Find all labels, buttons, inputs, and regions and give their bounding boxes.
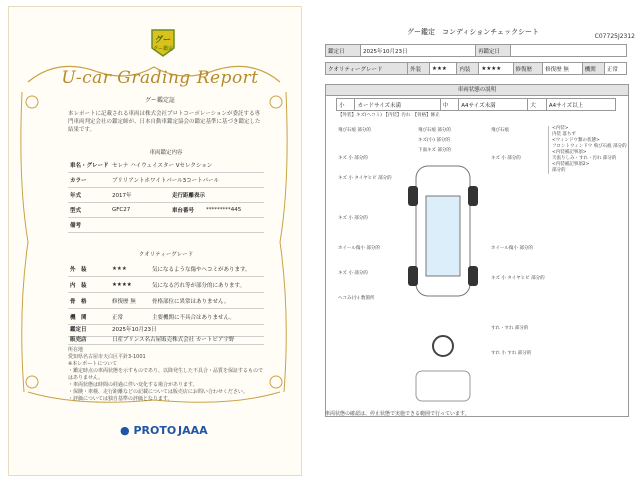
proto-logo: ● PROTO — [120, 424, 177, 437]
date-table: 鑑定日 2025年10月23日 再鑑定日 — [325, 44, 627, 57]
grade-row-frame: 骨 格 修復歴 無 骨格部位に異常はありません。 — [68, 294, 264, 309]
seller-row: 販売店 日産プリンス名古屋販売株式会社 カートピア宇野 — [68, 334, 264, 345]
vehicle-row-color: カラー ブリリアントホワイトパール3コートパール — [68, 173, 264, 188]
svg-text:グー鑑定: グー鑑定 — [152, 46, 174, 52]
legend-text: 【外装】キズ(ヘコミ) 【内装】汚れ 【骨格】修正 — [338, 113, 440, 118]
quality-section-title: クオリティーグレード — [138, 252, 194, 258]
certificate-title: U-car Grading Report — [61, 68, 259, 88]
sheet-bottom-note: 車両状態の確認は、停止状態で実施できる範囲で行っています。 — [325, 411, 470, 417]
sheet-code: C07725J2312 — [594, 33, 635, 40]
vehicle-row-model: 型式 GFC27 車台番号 *********445 — [68, 203, 264, 218]
grade-row-exterior: 外 装 ★★★ 気になるような傷やヘコミがあります。 — [68, 262, 264, 277]
vehicle-row-name: 車名・グレード セレナ ハイウェイスター Vセレクション — [68, 158, 264, 173]
state-header: 車両状態の説明 — [325, 84, 629, 96]
size-legend-table: 小 カードサイズ未満 中 A4サイズ未満 大 A4サイズ以上 — [336, 98, 616, 111]
vehicle-row-year: 年式 2017年 走行距離表示 — [68, 188, 264, 203]
damage-diagram: 小 カードサイズ未満 中 A4サイズ未満 大 A4サイズ以上 【外装】キズ(ヘコミ) 【内装】汚れ 【骨格】修正 飛び石痕 部分的 キズ 小 部分的 キズ 小 タイヤヒビ 部分的 キズ 小 部分的 ホイール傷小 部分的 キズ 小 部分的 ヘコみ(小) 数箇所 飛び石痕 部分的 キズ(小) 部分的 下面キズ 部分的 飛び石痕 キズ 小 部分的 ホイール傷小 部分的 キズ 小 タイヤヒビ 部分的 すれ・すれ 部分的 すれ 小 すれ 部分的 <内装> 内装 落ちず <ウィンドウ類の状態> フロントウィンドウ 飛び石痕 部分的 <内装補記事項> 天張りしみ・すれ・汚れ 部分的 <内装補記事項2> 部分的 — [325, 95, 629, 417]
car-diagram — [398, 156, 488, 406]
vehicle-section-title: 車両鑑定内容 — [149, 150, 183, 156]
sheet-title: グー鑑定 コンディションチェックシート — [406, 28, 540, 36]
svg-text:グー: グー — [155, 35, 171, 44]
certificate-intro: 本レポートに記載される車両は株式会社プロトコーポレーションが委託する専門車両判定会社の鑑定師が、日本自動車鑑定協会の鑑定基準に基づき鑑定した結果です。 — [68, 111, 261, 133]
certificate-footnote: 所在地 愛知県名古屋市天白区平針3-1001 ※本レポートについて ・鑑定時点の車両状態を示すものであり、以降発生した不具合・品質を保証するものではありません。 ・車両状態は時間の経過に伴い変化する場合があります。 ・保険・車検、走行距離などの記載については販売店にお問い合わせください。 ・評価については独自基準の評価となります。 — [68, 347, 264, 402]
goo-appraisal-logo — [150, 28, 176, 58]
grade-row-engine: 機 関 正常 主要機関に不具合はありません。 — [68, 310, 264, 325]
interior-notes-box: <内装> 内装 落ちず <ウィンドウ類の状態> フロントウィンドウ 飛び石痕 部分的 <内装補記事項> 天張りしみ・すれ・汚れ 部分的 <内装補記事項2> 部分的 — [548, 126, 628, 174]
quality-table: クオリティーグレード 外装 ★★★ 内装 ★★★★ 修復歴 修復歴 無 機関 正常 — [325, 62, 627, 75]
jaaa-logo: JAAA — [178, 424, 208, 437]
vehicle-row-remarks: 備考 — [68, 218, 264, 233]
grade-row-interior: 内 装 ★★★★ 気になる汚れ等が部分的にあります。 — [68, 278, 264, 293]
certificate-subtitle: グー鑑定証 — [144, 97, 175, 104]
appraisal-date-row: 鑑定日 2025年10月23日 — [68, 322, 264, 337]
